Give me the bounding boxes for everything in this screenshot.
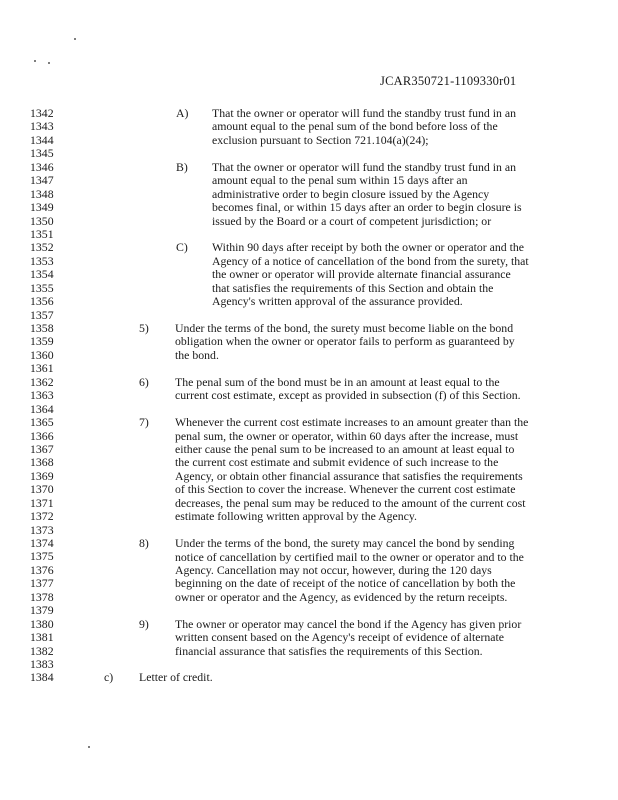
line-number: 1357 bbox=[30, 307, 54, 322]
line-number: 1367 bbox=[30, 441, 54, 456]
line-number: 1359 bbox=[30, 334, 54, 349]
line-number: 1381 bbox=[30, 630, 54, 645]
item-5-label: 5) bbox=[139, 321, 149, 336]
line-number: 1360 bbox=[30, 347, 54, 362]
line-number: 1378 bbox=[30, 589, 54, 604]
item-5-text bbox=[175, 322, 515, 362]
line-number: 1346 bbox=[30, 159, 54, 174]
line-number: 1355 bbox=[30, 280, 54, 295]
line-number: 1363 bbox=[30, 388, 54, 403]
subitem-a-text bbox=[212, 107, 516, 147]
subsection-c-heading: Letter of credit. bbox=[139, 670, 213, 685]
subitem-c-label: C) bbox=[176, 240, 188, 255]
text-line: financial assurance that satisfies the requirements of this Section. bbox=[175, 643, 483, 658]
line-number: 1379 bbox=[30, 603, 54, 618]
subitem-c-text bbox=[212, 241, 529, 308]
text-line: Within 90 days after receipt by both the owner or operator and the bbox=[212, 240, 525, 255]
subitem-b-label: B) bbox=[176, 159, 188, 174]
line-number: 1351 bbox=[30, 226, 54, 241]
text-line: decreases, the penal sum may be reduced to the amount of the current cost bbox=[175, 495, 526, 510]
line-number: 1371 bbox=[30, 495, 54, 510]
line-number: 1354 bbox=[30, 267, 54, 282]
text-line: Agency, or obtain other financial assurance that satisfies the requirements bbox=[175, 468, 523, 483]
item-9-text bbox=[175, 618, 521, 658]
line-number: 1362 bbox=[30, 374, 54, 389]
text-line: the owner or operator will provide alternate financial assurance bbox=[212, 267, 511, 282]
line-number-column bbox=[30, 107, 70, 685]
line-number: 1361 bbox=[30, 361, 54, 376]
line-number: 1344 bbox=[30, 132, 54, 147]
line-number: 1368 bbox=[30, 455, 54, 470]
line-number: 1374 bbox=[30, 536, 54, 550]
text-line: That the owner or operator will fund the standby trust fund in an bbox=[212, 159, 517, 174]
line-number: 1347 bbox=[30, 173, 54, 188]
item-6-text bbox=[175, 376, 521, 403]
line-number: 1348 bbox=[30, 186, 54, 201]
text-line: Under the terms of the bond, the surety may cancel the bond by sending bbox=[175, 536, 515, 551]
line-number: 1375 bbox=[30, 549, 54, 564]
text-line: Agency. Cancellation may not occur, however, during the 120 days bbox=[175, 562, 492, 577]
line-number: 1383 bbox=[30, 656, 54, 671]
subsection-c-label: c) bbox=[104, 670, 114, 685]
text-line: obligation when the owner or operator fails to perform as guaranteed by bbox=[175, 334, 515, 349]
text-line: administrative order to begin closure issued by the Agency bbox=[212, 186, 490, 201]
item-9-label: 9) bbox=[139, 616, 149, 631]
line-number: 1369 bbox=[30, 468, 54, 483]
text-line: that satisfies the requirements of this Section and obtain the bbox=[212, 280, 494, 295]
line-number: 1366 bbox=[30, 428, 54, 443]
line-number: 1342 bbox=[30, 106, 54, 120]
item-8-label: 8) bbox=[139, 536, 149, 551]
text-line: the bond. bbox=[175, 347, 219, 362]
text-line: of this Section to cover the increase. Whenever the current cost estimate bbox=[175, 482, 516, 497]
line-number: 1373 bbox=[30, 522, 54, 537]
text-line: beginning on the date of receipt of the notice of cancellation by both the bbox=[175, 576, 516, 591]
line-number: 1384 bbox=[30, 670, 54, 685]
line-number: 1345 bbox=[30, 146, 54, 161]
line-number: 1370 bbox=[30, 482, 54, 497]
text-line: The penal sum of the bond must be in an amount at least equal to the bbox=[175, 374, 500, 389]
item-7-text bbox=[175, 416, 528, 524]
item-7-label: 7) bbox=[139, 415, 149, 430]
text-line: amount equal to the penal sum of the bond before loss of the bbox=[212, 119, 498, 134]
text-line: That the owner or operator will fund the standby trust fund in an bbox=[212, 106, 517, 120]
scan-speck bbox=[48, 62, 50, 64]
line-number: 1382 bbox=[30, 643, 54, 658]
text-line: Whenever the current cost estimate increases to an amount greater than the bbox=[175, 415, 529, 430]
scan-speck bbox=[88, 746, 90, 748]
line-number: 1372 bbox=[30, 509, 54, 524]
text-line: written consent based on the Agency's receipt of evidence of alternate bbox=[175, 630, 505, 645]
line-number: 1358 bbox=[30, 321, 54, 335]
line-number: 1377 bbox=[30, 576, 54, 591]
subitem-b-text bbox=[212, 161, 522, 228]
text-line: The owner or operator may cancel the bond if the Agency has given prior bbox=[175, 616, 522, 631]
text-line: penal sum, the owner or operator, within 60 days after the increase, must bbox=[175, 428, 519, 443]
line-number: 1380 bbox=[30, 616, 54, 631]
item-8-text bbox=[175, 537, 524, 604]
scan-speck bbox=[34, 60, 36, 62]
item-6-label: 6) bbox=[139, 374, 149, 389]
text-line: Agency's written approval of the assurance provided. bbox=[212, 294, 463, 309]
text-line: owner or operator and the Agency, as evidenced by the return receipts. bbox=[175, 589, 508, 604]
line-number: 1356 bbox=[30, 294, 54, 309]
text-line: amount equal to the penal sum within 15 days after an bbox=[212, 173, 468, 188]
line-number: 1376 bbox=[30, 562, 54, 577]
text-line: notice of cancellation by certified mail to the owner or operator and to the bbox=[175, 549, 524, 564]
line-number: 1352 bbox=[30, 240, 54, 255]
line-number: 1350 bbox=[30, 213, 54, 228]
text-line: the current cost estimate and submit evidence of such increase to the bbox=[175, 455, 499, 470]
text-line: becomes final, or within 15 days after an order to begin closure is bbox=[212, 200, 522, 215]
scan-speck bbox=[74, 38, 76, 40]
text-line: either cause the penal sum to be increased to an amount at least equal to bbox=[175, 441, 515, 456]
text-line: Under the terms of the bond, the surety must become liable on the bond bbox=[175, 321, 514, 336]
text-line: estimate following written approval by the Agency. bbox=[175, 509, 417, 524]
line-number: 1365 bbox=[30, 415, 54, 430]
line-number: 1349 bbox=[30, 200, 54, 215]
text-line: Agency of a notice of cancellation of the bond from the surety, that bbox=[212, 253, 529, 268]
subitem-a-label: A) bbox=[176, 106, 189, 120]
line-number: 1353 bbox=[30, 253, 54, 268]
text-line: exclusion pursuant to Section 721.104(a)(24); bbox=[212, 132, 429, 147]
line-number: 1364 bbox=[30, 401, 54, 416]
document-id: JCAR350721-1109330r01 bbox=[380, 74, 517, 88]
line-number: 1343 bbox=[30, 119, 54, 134]
text-line: current cost estimate, except as provided in subsection (f) of this Section. bbox=[175, 388, 521, 403]
text-line: issued by the Board or a court of competent jurisdiction; or bbox=[212, 213, 492, 228]
